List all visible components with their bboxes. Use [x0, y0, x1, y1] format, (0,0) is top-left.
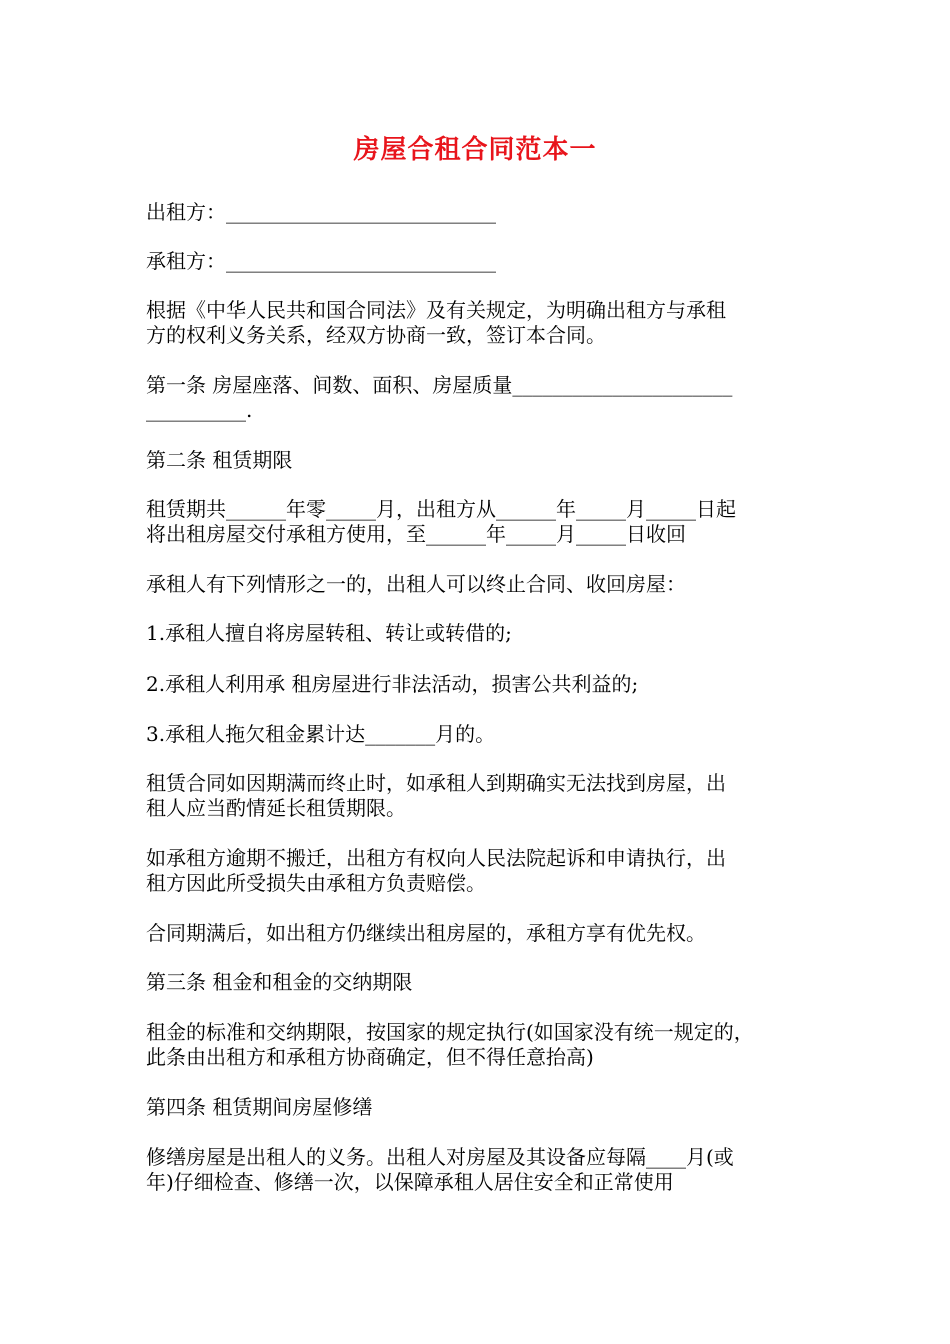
termination-item-3: 3.承租人拖欠租金累计达_______月的。	[146, 722, 496, 746]
article-4-heading: 第四条 租赁期间房屋修缮	[146, 1095, 373, 1119]
overdue-paragraph: 如承租方逾期不搬迁，出租方有权向人民法院起诉和申请执行，出 租方因此所受损失由承租方负责赔偿。	[146, 846, 726, 895]
priority-paragraph: 合同期满后，如出租方仍继续出租房屋的，承租方享有优先权。	[146, 921, 706, 945]
termination-intro: 承租人有下列情形之一的，出租人可以终止合同、收回房屋：	[146, 572, 686, 596]
lessee-line: 承租方：___________________________	[146, 249, 496, 273]
document-title: 房屋合租合同范本一	[353, 135, 597, 165]
lease-term-paragraph: 租赁期共______年零_____月，出租方从______年_____月_____日起 将出租房屋交付承租方使用，至______年_____月_____日收回	[146, 497, 736, 546]
termination-item-1: 1.承租人擅自将房屋转租、转让或转借的;	[146, 621, 512, 645]
termination-item-2: 2.承租人利用承 租房屋进行非法活动，损害公共利益的;	[146, 672, 639, 696]
repair-terms-paragraph: 修缮房屋是出租人的义务。出租人对房屋及其设备应每隔____月(或 年)仔细检查、修缮一次，以保障承租人居住安全和正常使用	[146, 1145, 734, 1194]
article-1: 第一条 房屋座落、间数、面积、房屋质量______________________ __________.	[146, 373, 733, 422]
rent-terms-paragraph: 租金的标准和交纳期限，按国家的规定执行(如国家没有统一规定的， 此条由出租方和承租方协商确定，但不得任意抬高)	[146, 1020, 754, 1069]
preamble-paragraph: 根据《中华人民共和国合同法》及有关规定，为明确出租方与承租 方的权利义务关系，经双方协商一致，签订本合同。	[146, 298, 726, 347]
article-2-heading: 第二条 租赁期限	[146, 448, 293, 472]
lessor-line: 出租方：___________________________	[146, 200, 496, 224]
article-3-heading: 第三条 租金和租金的交纳期限	[146, 970, 413, 994]
extension-paragraph: 租赁合同如因期满而终止时，如承租人到期确实无法找到房屋，出 租人应当酌情延长租赁期限。	[146, 771, 726, 820]
